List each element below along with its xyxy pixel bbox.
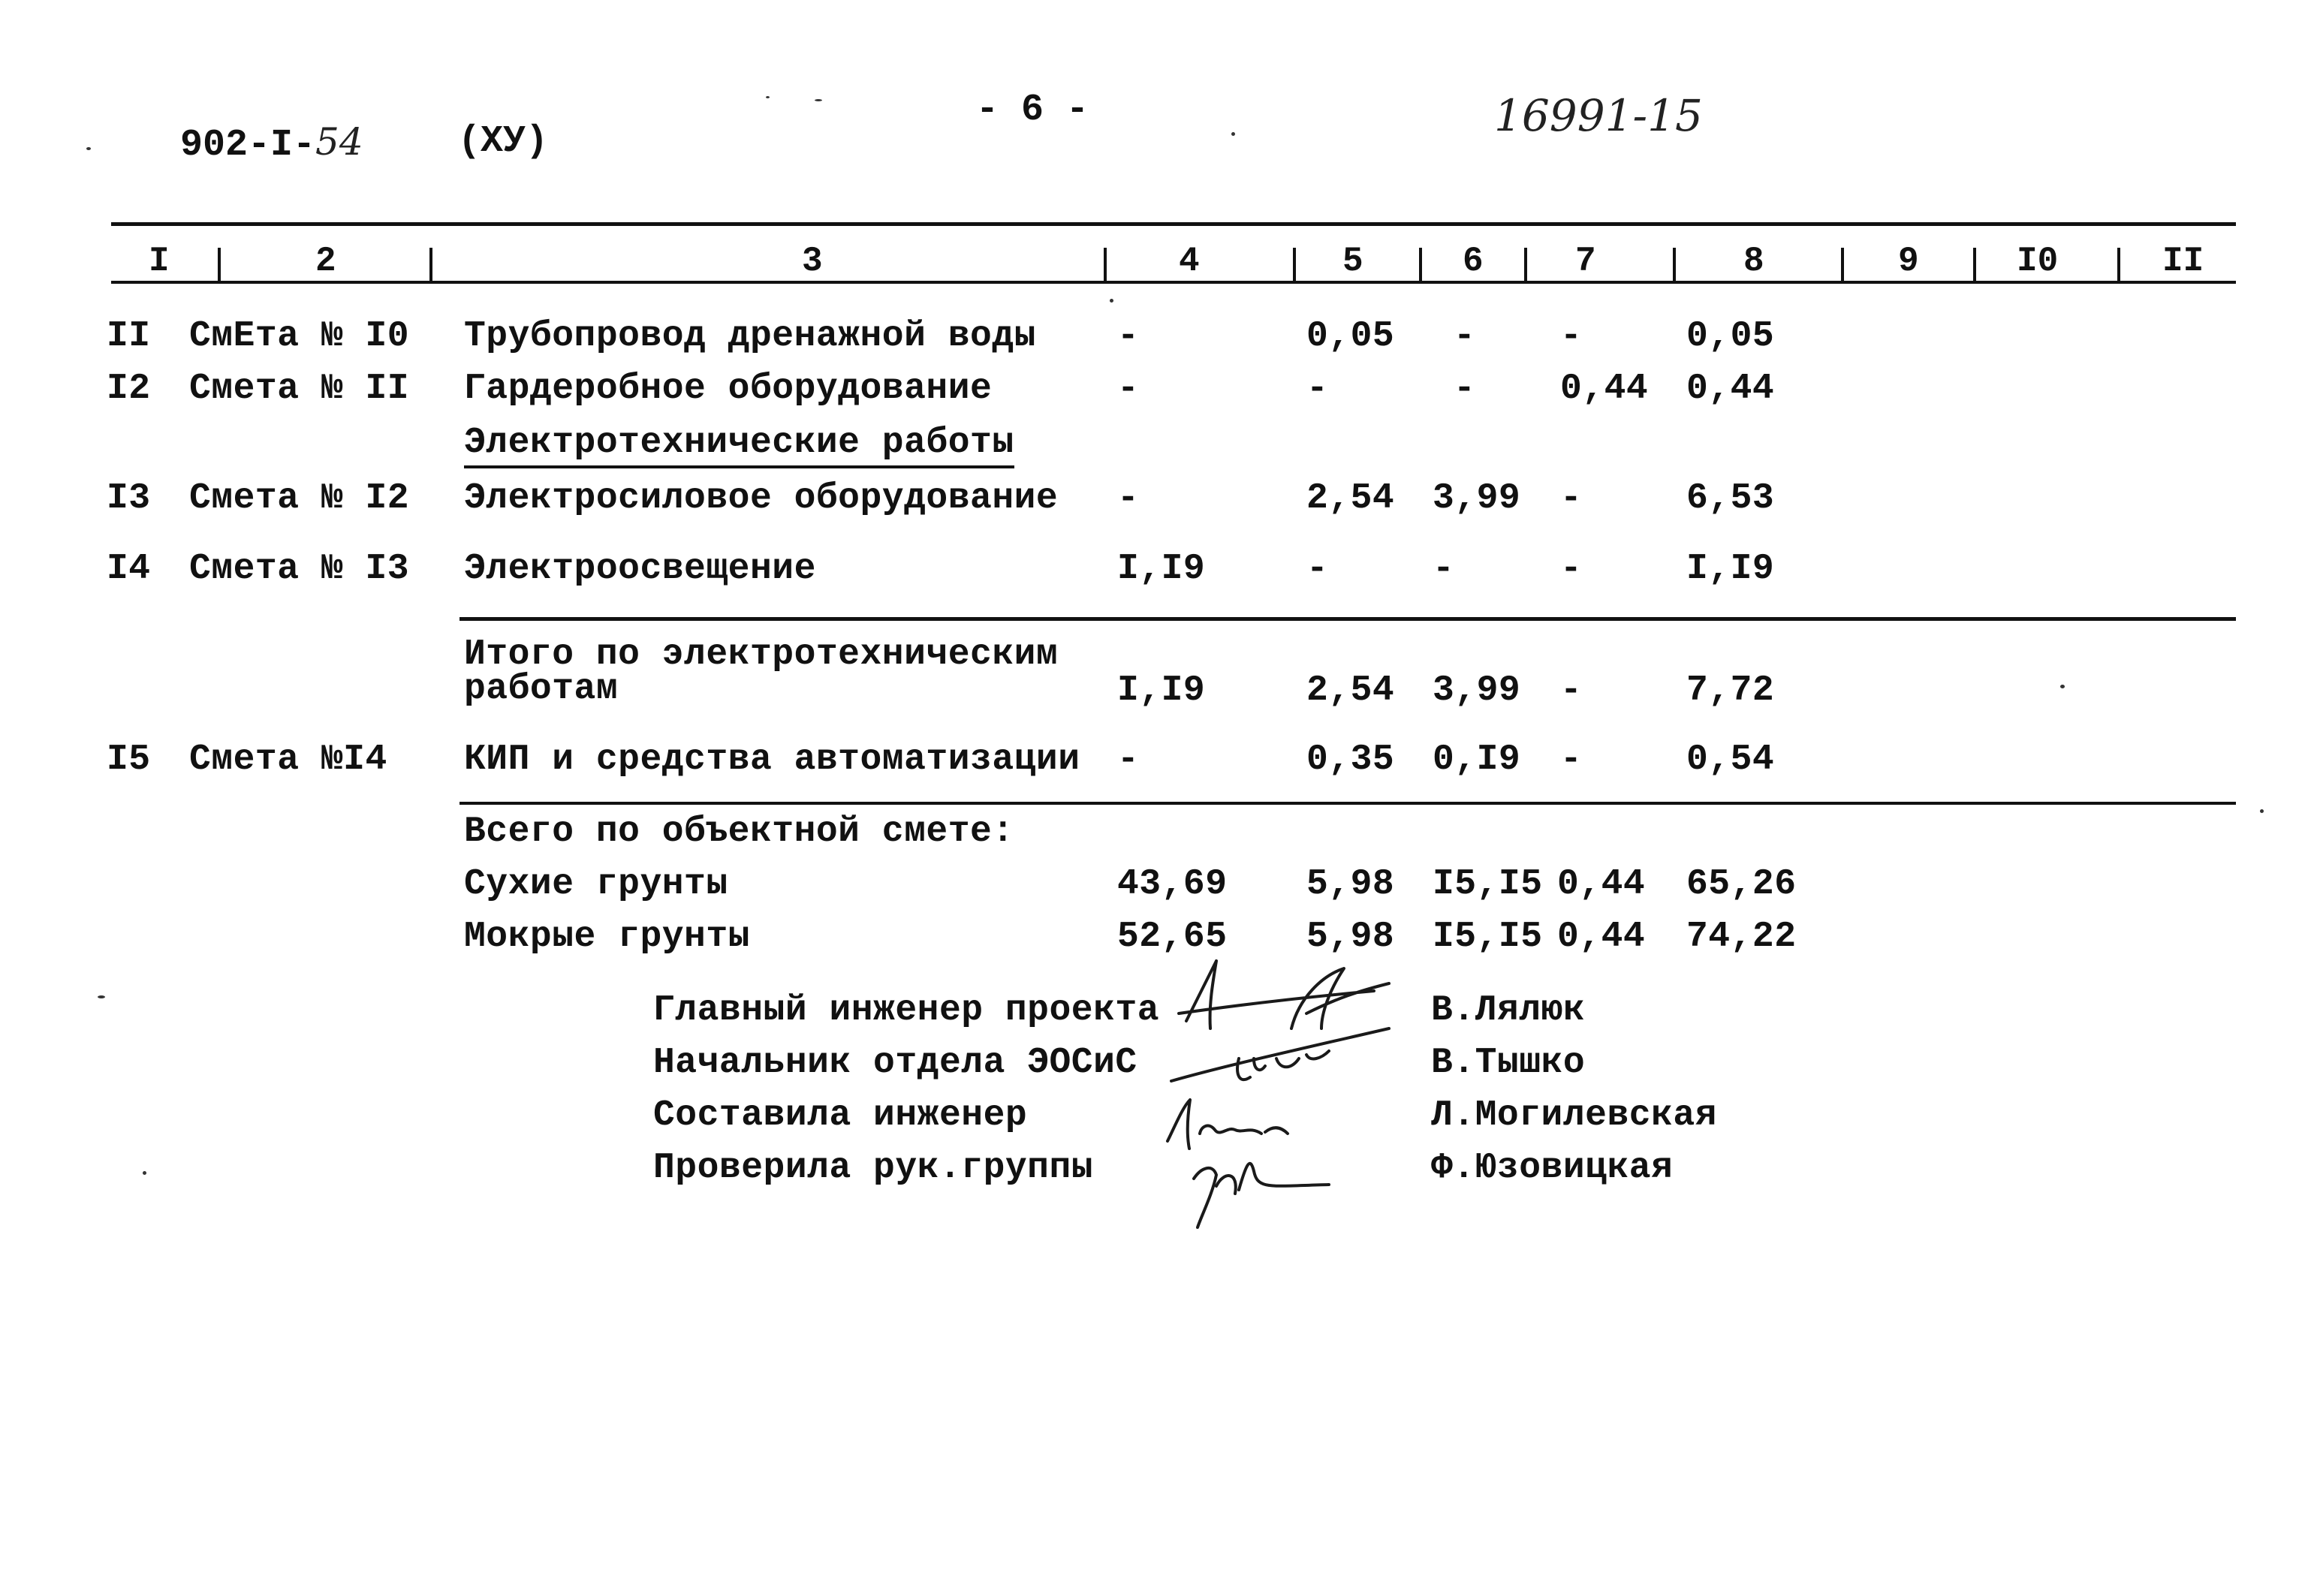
- row-col6: 0,I9: [1433, 739, 1521, 780]
- section-label: (XУ): [458, 120, 549, 163]
- row-col6: -: [1454, 316, 1476, 357]
- row-col6: -: [1433, 549, 1455, 589]
- row-col7: -: [1560, 549, 1583, 589]
- column-header-7: 7: [1575, 242, 1596, 281]
- row-name: КИП и средства автоматизации: [464, 739, 1080, 780]
- total-wet-col7: 0,44: [1557, 917, 1646, 957]
- top-rule: [111, 222, 2236, 226]
- column-header-8: 8: [1743, 242, 1764, 281]
- row-col4: -: [1117, 478, 1140, 519]
- column-tick: [1673, 248, 1676, 282]
- ink-speck: [143, 1171, 146, 1175]
- section-heading: Электротехнические работы: [464, 422, 1014, 468]
- column-header-1: I: [149, 242, 170, 281]
- row-number: I5: [107, 739, 151, 780]
- row-col4: I,I9: [1117, 549, 1206, 589]
- column-header-4: 4: [1179, 242, 1200, 281]
- row-col5: 0,05: [1306, 316, 1395, 357]
- total-dry-label: Сухие грунты: [464, 864, 728, 905]
- signature-name: Ф.Юзовицкая: [1431, 1148, 1674, 1188]
- page-number: - 6 -: [976, 89, 1089, 131]
- signature-mark-4: [1194, 1164, 1329, 1227]
- ink-speck: [1231, 132, 1235, 136]
- row-col8: 0,54: [1686, 739, 1775, 780]
- signature-name: Л.Могилевская: [1431, 1095, 1717, 1136]
- column-tick: [1104, 248, 1107, 282]
- total-label: Всего по объектной смете:: [464, 812, 1014, 852]
- row-col4: -: [1117, 369, 1140, 409]
- total-dry-col5: 5,98: [1306, 864, 1395, 905]
- row-number: I2: [107, 369, 151, 409]
- row-col8: 0,05: [1686, 316, 1775, 357]
- row-col5: 2,54: [1306, 478, 1395, 519]
- column-header-5: 5: [1342, 242, 1363, 281]
- row-smeta: Смета № I2: [189, 478, 410, 519]
- signature-mark-2: [1171, 1028, 1389, 1081]
- ink-speck: [2060, 685, 2065, 688]
- row-smeta: Смета № II: [189, 369, 410, 409]
- document-code-printed: 902-I-: [180, 124, 316, 167]
- total-dry-col7: 0,44: [1557, 864, 1646, 905]
- subtotal-label-line1: Итого по электротехническим: [464, 634, 1059, 675]
- row-col5: 0,35: [1306, 739, 1395, 780]
- row-name: Гардеробное оборудование: [464, 369, 993, 409]
- row-col4: -: [1117, 316, 1140, 357]
- total-dry-col8: 65,26: [1686, 864, 1797, 905]
- column-tick: [429, 248, 432, 282]
- row-col8: 6,53: [1686, 478, 1775, 519]
- row-number: I3: [107, 478, 151, 519]
- row-col7: -: [1560, 478, 1583, 519]
- total-wet-col8: 74,22: [1686, 917, 1797, 957]
- signature-name: В.Лялюк: [1431, 990, 1586, 1031]
- row-smeta: СмЕта № I0: [189, 316, 410, 357]
- column-header-3: 3: [802, 242, 823, 281]
- row-number: I4: [107, 549, 151, 589]
- column-tick: [1419, 248, 1422, 282]
- column-header-6: 6: [1463, 242, 1484, 281]
- column-header-11: II: [2162, 242, 2204, 281]
- row-name: Электроосвещение: [464, 549, 816, 589]
- row-smeta: Смета № I3: [189, 549, 410, 589]
- row-name: Трубопровод дренажной воды: [464, 316, 1036, 357]
- signature-role: Проверила рук.группы: [653, 1148, 1094, 1188]
- subtotal-col6: 3,99: [1433, 670, 1521, 711]
- subtotal-col4: I,I9: [1117, 670, 1206, 711]
- ink-speck: [815, 99, 822, 101]
- column-header-9: 9: [1898, 242, 1919, 281]
- total-dry-col4: 43,69: [1117, 864, 1228, 905]
- row-col8: I,I9: [1686, 549, 1775, 589]
- document-code: [180, 120, 363, 167]
- row-col4: -: [1117, 739, 1140, 780]
- signature-role: Главный инженер проекта: [653, 990, 1160, 1031]
- total-dry-col6: I5,I5: [1433, 864, 1543, 905]
- row-col6: 3,99: [1433, 478, 1521, 519]
- total-wet-col5: 5,98: [1306, 917, 1395, 957]
- subtotal-col8: 7,72: [1686, 670, 1775, 711]
- total-rule: [459, 802, 2236, 805]
- row-smeta: Смета №I4: [189, 739, 387, 780]
- row-col6: -: [1454, 369, 1476, 409]
- row-col5: -: [1306, 369, 1329, 409]
- row-col8: 0,44: [1686, 369, 1775, 409]
- ink-speck: [98, 995, 105, 998]
- column-tick: [1841, 248, 1844, 282]
- column-header-10: I0: [2017, 242, 2059, 281]
- document-code-handwritten: 54: [315, 120, 363, 164]
- row-col7: -: [1560, 316, 1583, 357]
- signature-role: Начальник отдела ЭОСиС: [653, 1043, 1137, 1083]
- subtotal-col5: 2,54: [1306, 670, 1395, 711]
- ink-speck: [1110, 299, 1113, 303]
- stamp-number: 16991-15: [1494, 90, 1703, 141]
- signature-mark-1: [1179, 961, 1389, 1028]
- total-wet-col6: I5,I5: [1433, 917, 1543, 957]
- signature-name: В.Тышко: [1431, 1043, 1586, 1083]
- subtotal-rule: [459, 617, 2236, 621]
- total-wet-label: Мокрые грунты: [464, 917, 750, 957]
- ink-speck: [86, 147, 91, 150]
- column-tick: [2117, 248, 2120, 282]
- handwritten-signatures: [1141, 946, 1457, 1239]
- row-col5: -: [1306, 549, 1329, 589]
- row-name: Электросиловое оборудование: [464, 478, 1059, 519]
- total-wet-col4: 52,65: [1117, 917, 1228, 957]
- column-header-2: 2: [315, 242, 336, 281]
- subtotal-label-line2: работам: [464, 669, 619, 709]
- ink-speck: [766, 96, 770, 98]
- column-tick: [218, 248, 221, 282]
- column-tick: [1293, 248, 1296, 282]
- column-tick: [1973, 248, 1976, 282]
- column-tick: [1524, 248, 1527, 282]
- subtotal-col7: -: [1560, 670, 1583, 711]
- signature-role: Составила инженер: [653, 1095, 1028, 1136]
- signature-mark-3: [1168, 1100, 1288, 1149]
- row-col7: 0,44: [1560, 369, 1649, 409]
- row-number: II: [107, 316, 151, 357]
- row-col7: -: [1560, 739, 1583, 780]
- ink-speck: [2260, 809, 2264, 813]
